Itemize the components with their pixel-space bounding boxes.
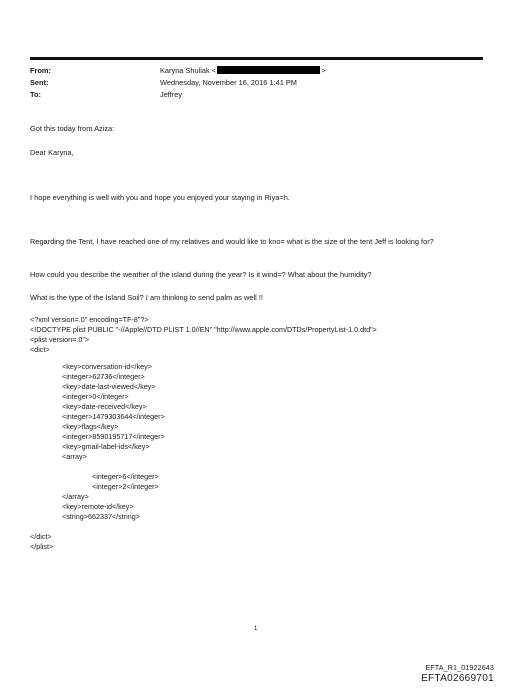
from-label: From: (30, 66, 51, 75)
page-number: 1 (254, 626, 258, 632)
greeting-line: Dear Karyna, (30, 148, 74, 157)
code-line: <integer>8590195717</integer> (62, 432, 165, 441)
code-line: <dict> (30, 345, 50, 354)
redaction-bar (217, 66, 320, 74)
code-line: <key>flags</key> (62, 422, 119, 431)
code-line: <key>date-last-viewed</key> (62, 382, 156, 391)
header-divider (30, 57, 483, 60)
sent-value: Wednesday, November 16, 2016 1:41 PM (160, 78, 297, 87)
code-line: <plist version=.0"> (30, 335, 90, 344)
code-line: <integer>0</integer> (62, 392, 129, 401)
code-line: <string>662337</string> (62, 512, 140, 521)
code-line: </dict> (30, 532, 52, 541)
code-line: <integer>6</integer> (92, 472, 159, 481)
code-line: </plist> (30, 542, 54, 551)
code-line: <?xml version=.0" encoding=TF-8"?> (30, 315, 149, 324)
code-line: <!DOCTYPE plist PUBLIC "-//Apple//DTD PLIST 1.0//EN" "http://www.apple.com/DTDs/PropertyList-1.0.dtd"> (30, 325, 377, 334)
code-line: </array> (62, 492, 89, 501)
paragraph-soil: What is the type of the Island Soil? I am thinking to send palm as well !! (30, 293, 263, 302)
paragraph-weather: How could you describe the weather of the island during the year? Is it wind=? What about the humidity? (30, 270, 372, 279)
code-line: <key>gmail-label-ids</key> (62, 442, 150, 451)
code-line: <key>date-received</key> (62, 402, 147, 411)
bates-stamp-small: EFTA_R1_01922643 (425, 663, 494, 672)
code-line: <array> (62, 452, 87, 461)
from-end: > (321, 66, 326, 75)
to-label: To: (30, 90, 41, 99)
from-value (160, 66, 325, 75)
paragraph-tent: Regarding the Tent, I have reached one of my relatives and would like to kno= what is the size of the tent Jeff is looking for? (30, 237, 434, 246)
from-name: Karyna Shuliak < (160, 66, 217, 75)
code-line: <integer>2</integer> (92, 482, 159, 491)
code-line: <key>conversation-id</key> (62, 362, 152, 371)
bates-stamp-large: EFTA02669701 (421, 673, 494, 684)
code-line: <integer>1479303644</integer> (62, 412, 165, 421)
code-line: <key>remote-id</key> (62, 502, 134, 511)
sent-label: Sent: (30, 78, 49, 87)
to-value: Jeffrey (160, 90, 183, 99)
intro-line: Got this today from Aziza: (30, 124, 115, 133)
paragraph-hope: I hope everything is well with you and hope you enjoyed your staying in Riya=h. (30, 193, 290, 202)
code-line: <integer>62736</integer> (62, 372, 145, 381)
